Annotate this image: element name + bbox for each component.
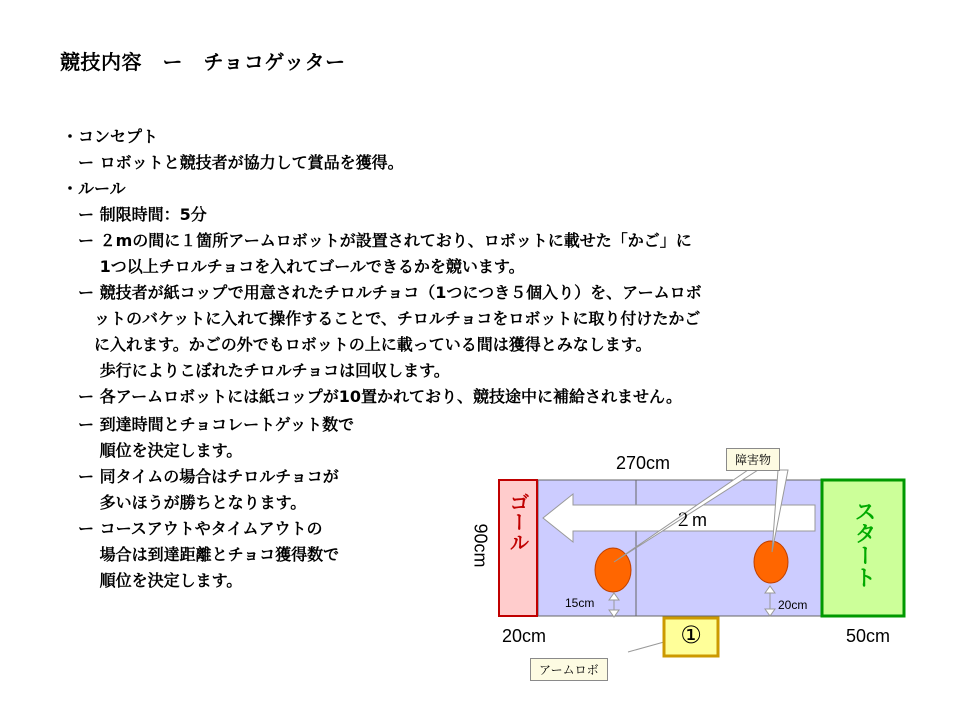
page-title: 競技内容 ー チョコゲッター <box>60 50 346 74</box>
robot-callout: アームロボ <box>530 658 608 681</box>
text-line: 多いほうが勝ちとなります。 <box>62 493 307 512</box>
arrow-distance-label: ２m <box>674 510 707 530</box>
course-width-label: 90cm <box>470 523 491 568</box>
text-line: ー 同タイムの場合はチロルチョコが <box>62 467 339 486</box>
obstacle-right <box>754 541 788 583</box>
text-line: ットのバケットに入れて操作することで、チロルチョコをロボットに取り付けたかご <box>62 309 701 328</box>
goal-label: ゴール <box>506 492 530 552</box>
obstacle-callout: 障害物 <box>726 448 780 471</box>
text-line: 1つ以上チロルチョコを入れてゴールできるかを競います。 <box>62 257 525 276</box>
text-line: ・コンセプト <box>62 127 159 146</box>
robot-number: ① <box>680 621 702 649</box>
gap-right-label: 20cm <box>778 598 808 612</box>
text-line: に入れます。かごの外でもロボットの上に載っている間は獲得とみなします。 <box>62 335 652 354</box>
text-line: 順位を決定します。 <box>62 571 243 590</box>
course-length-label: 270cm <box>616 453 671 473</box>
text-line: ー 到達時間とチョコレートゲット数で <box>62 415 355 434</box>
text-line: ー ２mの間に１箇所アームロボットが設置されており、ロボットに載せた「かご」に <box>62 231 692 250</box>
gap-left-label: 15cm <box>565 596 595 610</box>
callout-pointer <box>628 642 664 652</box>
text-line: ー コースアウトやタイムアウトの <box>62 519 323 538</box>
text-line: ー ロボットと競技者が協力して賞品を獲得。 <box>62 153 404 172</box>
goal-width-label: 20cm <box>502 626 547 646</box>
text-line: ー 制限時間：5分 <box>62 205 207 224</box>
text-line: 場合は到達距離とチョコ獲得数で <box>62 545 340 564</box>
text-line: ー 競技者が紙コップで用意されたチロルチョコ（1つにつき５個入り）を、アームロボ <box>62 283 702 302</box>
text-line: ・ルール <box>62 179 126 198</box>
text-line: 順位を決定します。 <box>62 441 243 460</box>
start-width-label: 50cm <box>846 626 891 646</box>
text-line: 歩行によりこぼれたチロルチョコは回収します。 <box>62 361 450 380</box>
text-line: ー 各アームロボットには紙コップが10置かれており、競技途中に補給されません。 <box>62 387 682 406</box>
start-label: スタート <box>851 500 876 588</box>
